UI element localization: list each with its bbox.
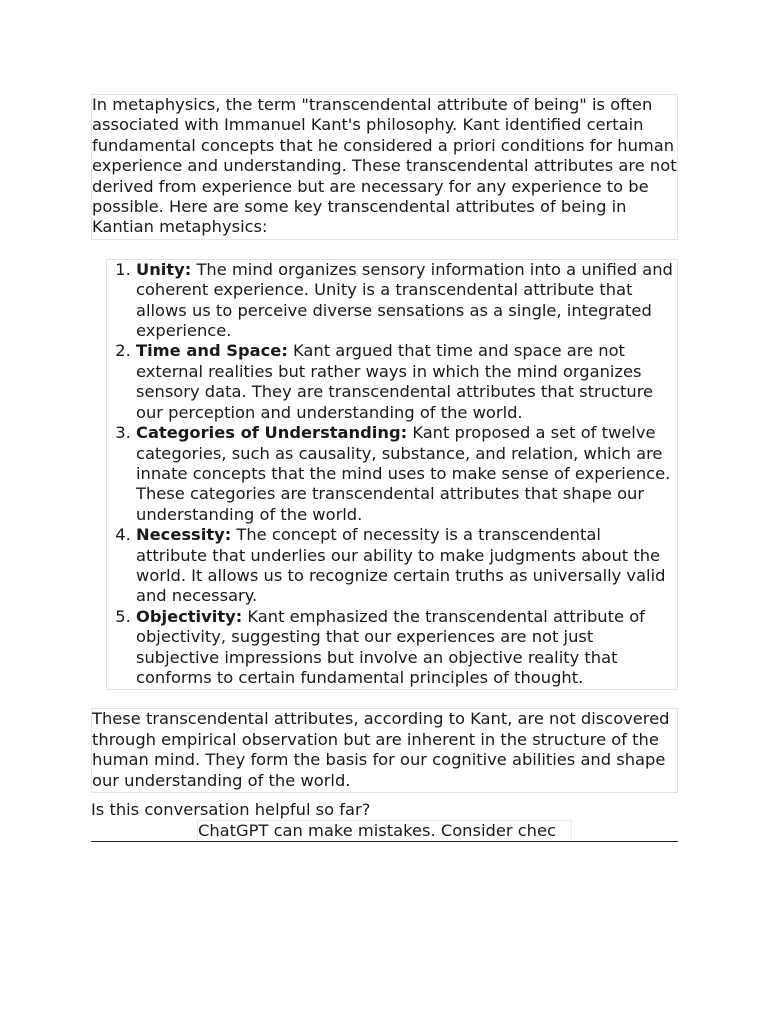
footer (91, 820, 678, 842)
list-item-term: Time and Space: (136, 341, 288, 361)
list-item-text: Kant emphasized the transcendental attribute of objectivity, suggesting that our experiences are not just subjective impressions but involve an objective reality that conforms to certain fundamental principles of thought. (136, 606, 645, 687)
list-item-term: Objectivity: (136, 606, 243, 626)
intro-paragraph: In metaphysics, the term "transcendental attribute of being" is often associated with Immanuel Kant's philosophy. Kant identified certain fundamental concepts that he considered a priori conditions for human experience and understanding. These transcendental attributes are not derived from experience but are necessary for any experience to be possible. Here are some key transcendental attributes of being in Kantian metaphysics: (91, 94, 678, 240)
list-item (136, 260, 677, 342)
attributes-list-container (106, 259, 678, 691)
list-item-term: Necessity: (136, 525, 232, 545)
list-item-text: The mind organizes sensory information into a unified and coherent experience. Unity is a transcendental attribute that allows us to perceive diverse sensations as a single, integrated experience. (136, 259, 673, 341)
list-item-text: Kant argued that time and space are not external realities but rather ways in which the mind organizes sensory data. They are transcendental attributes that structure our perception and understanding of the world. (136, 341, 654, 422)
feedback-prompt: Is this conversation helpful so far? (91, 800, 371, 819)
list-item-term: Categories of Understanding: (136, 423, 408, 443)
list-item-text: Kant proposed a set of twelve categories, such as causality, substance, and relation, which are innate concepts that the mind uses to make sense of experience. These categories are transcendental attributes that shape our understanding of the world. (136, 423, 671, 524)
list-item-term: Unity: (136, 259, 192, 279)
attributes-list (107, 260, 677, 689)
disclaimer-text: ChatGPT can make mistakes. Consider chec (197, 820, 572, 841)
chat-response (91, 94, 678, 842)
list-item-text: The concept of necessity is a transcendental attribute that underlies our ability to make judgments about the world. It allows us to recognize certain truths as universally valid and necessary. (136, 525, 666, 606)
list-item (136, 341, 677, 423)
list-item (136, 423, 677, 525)
conclusion-paragraph: These transcendental attributes, according to Kant, are not discovered through empirical observation but are inherent in the structure of the human mind. They form the basis for our cognitive abilities and shape our understanding of the world. (91, 708, 678, 793)
list-item (136, 607, 677, 689)
list-item (136, 525, 677, 607)
